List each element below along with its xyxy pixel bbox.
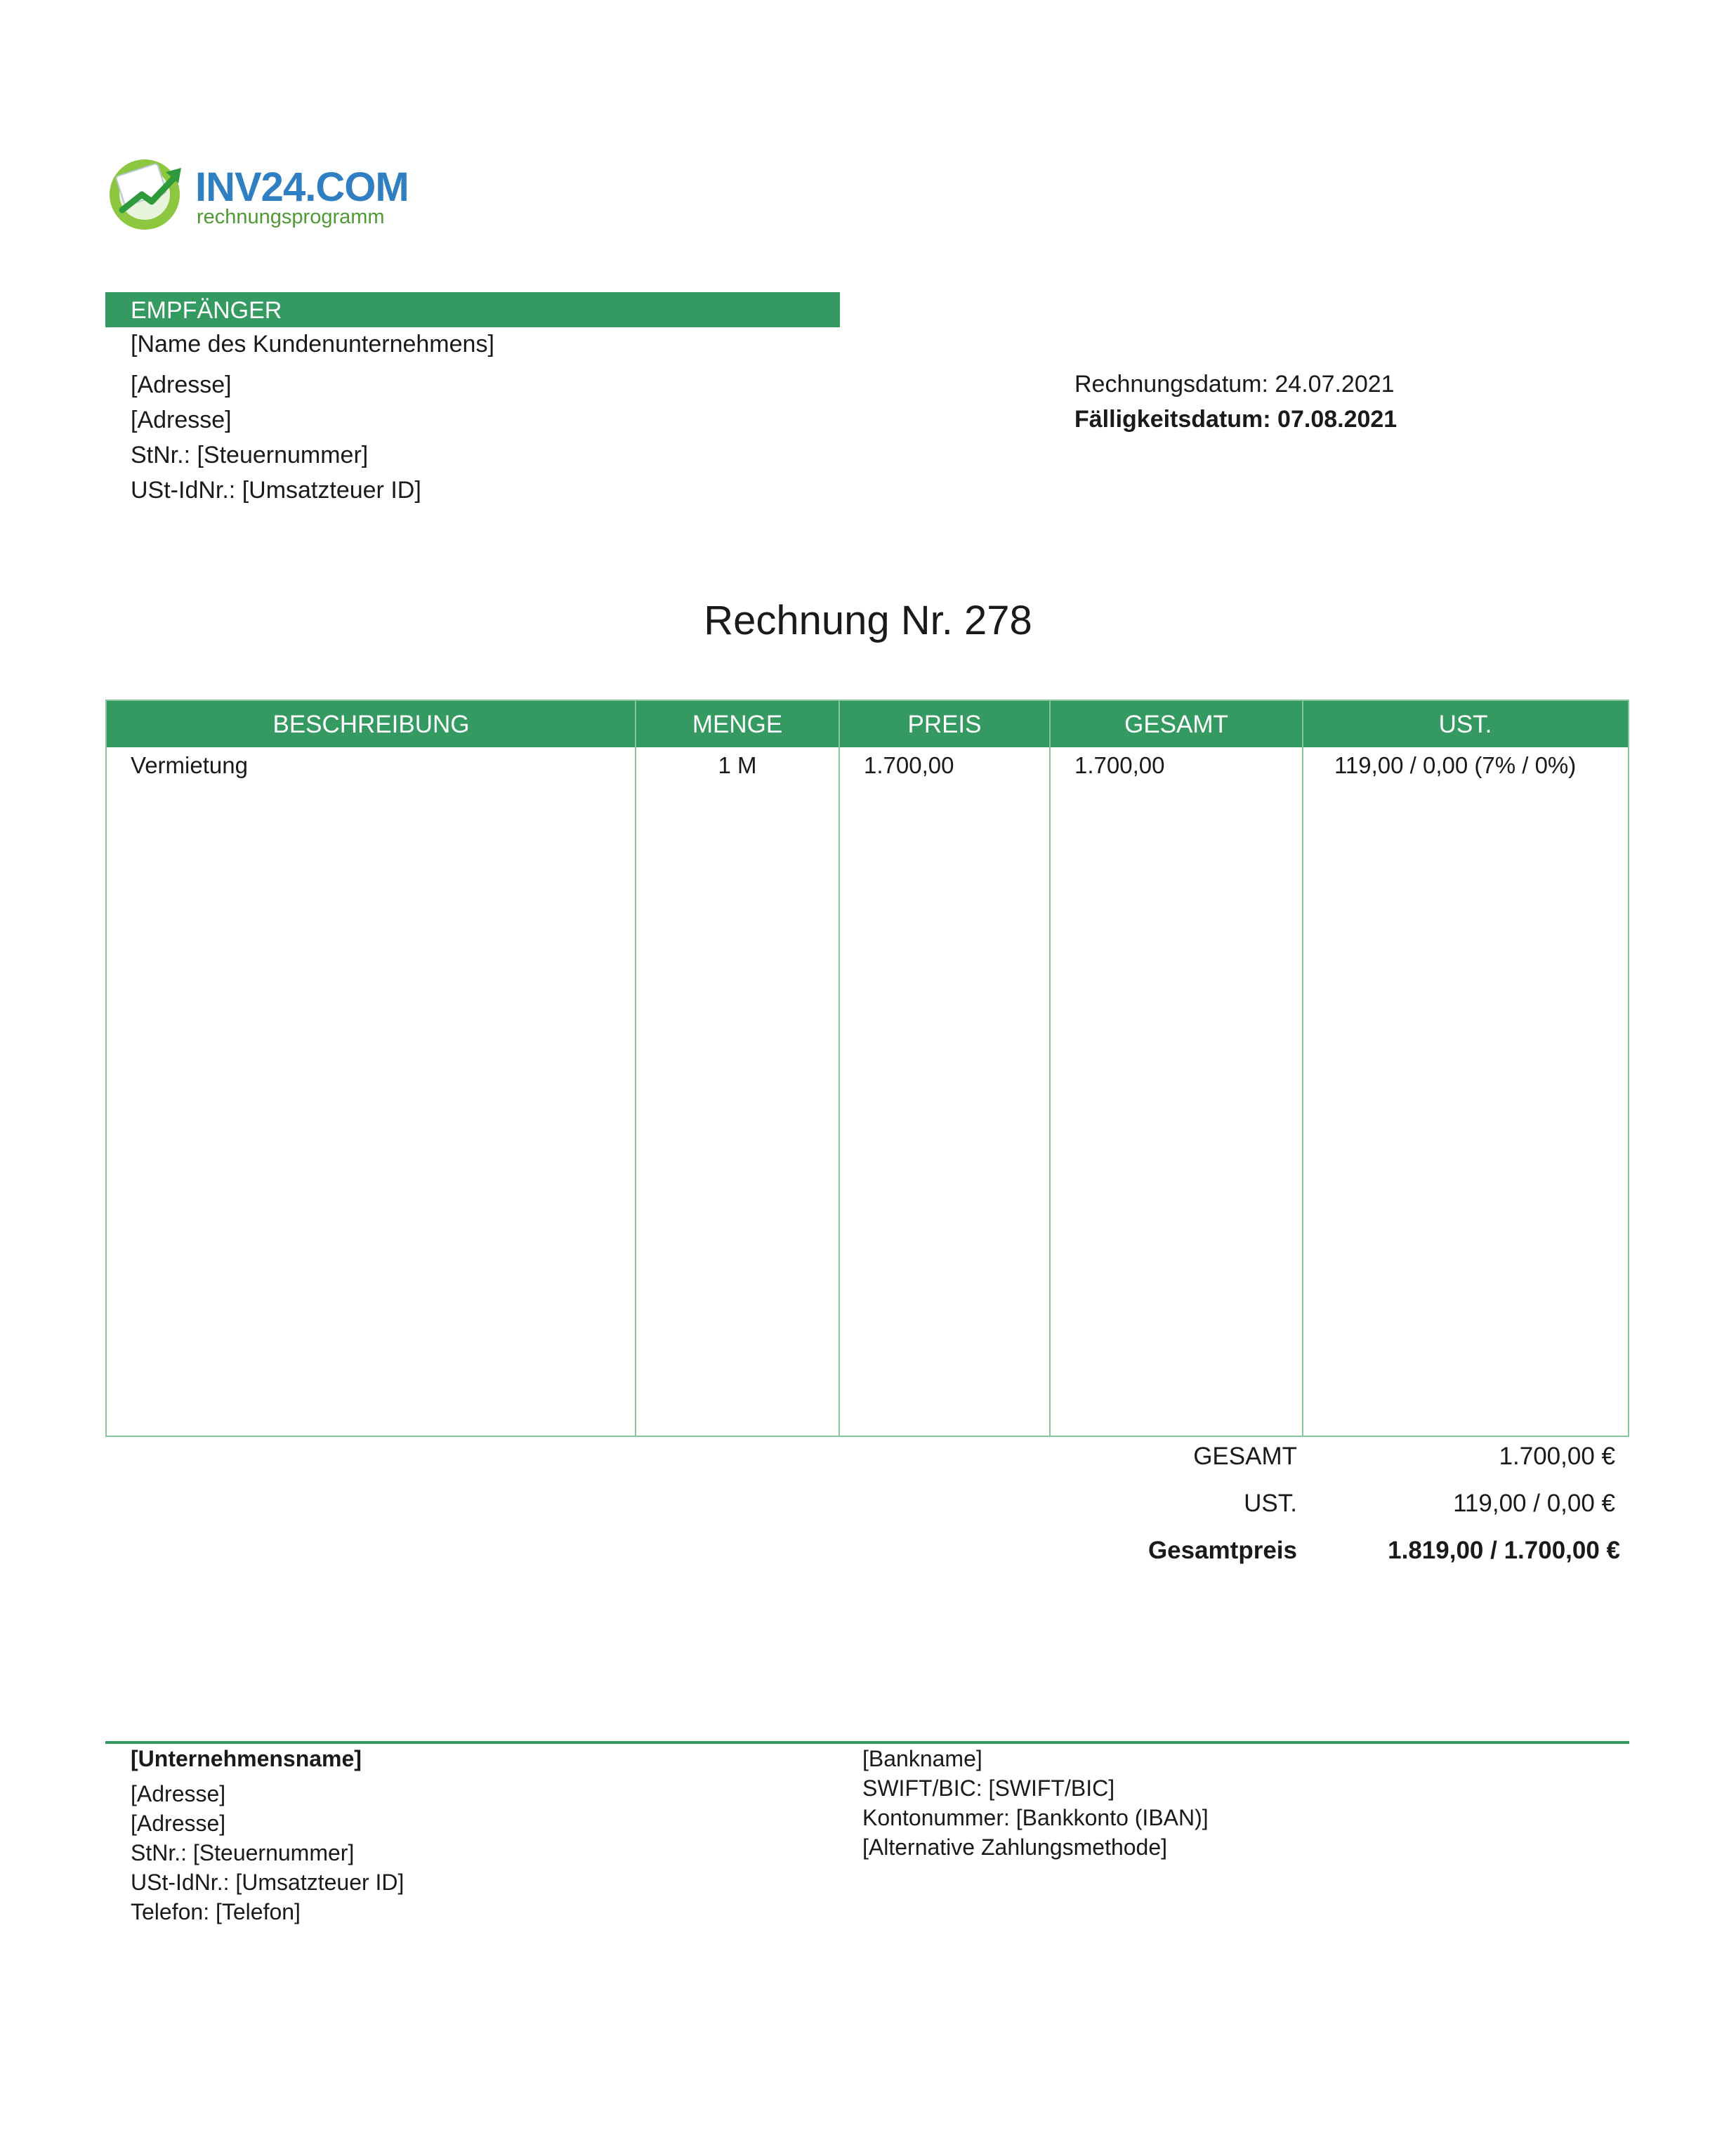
recipient-company: [Name des Kundenunternehmens] bbox=[131, 331, 494, 357]
footer-bank-alternative: [Alternative Zahlungsmethode] bbox=[862, 1834, 1168, 1860]
vat-label: UST. bbox=[1244, 1490, 1297, 1517]
table-header bbox=[107, 701, 1628, 747]
footer-company-phone: Telefon: [Telefon] bbox=[131, 1899, 301, 1924]
logo-tagline: rechnungsprogramm bbox=[197, 206, 385, 228]
row-price: 1.700,00 bbox=[864, 752, 954, 778]
column-header-quantity: MENGE bbox=[692, 711, 783, 738]
recipient-tax-number: StNr.: [Steuernummer] bbox=[131, 442, 369, 468]
column-divider bbox=[1302, 701, 1303, 1436]
subtotal-label: GESAMT bbox=[1193, 1443, 1297, 1470]
items-table bbox=[105, 700, 1629, 1437]
footer-bank-name: [Bankname] bbox=[862, 1746, 982, 1771]
subtotal-value: 1.700,00 € bbox=[1499, 1443, 1615, 1470]
column-divider bbox=[839, 701, 840, 1436]
recipient-heading: EMPFÄNGER bbox=[105, 292, 840, 327]
column-header-description: BESCHREIBUNG bbox=[272, 711, 470, 738]
footer-company-address-2: [Adresse] bbox=[131, 1811, 226, 1836]
footer-company-address-1: [Adresse] bbox=[131, 1781, 226, 1806]
footer-bank-swift: SWIFT/BIC: [SWIFT/BIC] bbox=[862, 1775, 1115, 1801]
grand-total-label: Gesamtpreis bbox=[1148, 1537, 1297, 1564]
footer-company-name: [Unternehmensname] bbox=[131, 1746, 362, 1771]
row-description: Vermietung bbox=[131, 752, 248, 778]
footer-company-tax-number: StNr.: [Steuernummer] bbox=[131, 1840, 355, 1865]
column-divider bbox=[1049, 701, 1051, 1436]
invoice-date: Rechnungsdatum: 24.07.2021 bbox=[1074, 371, 1395, 398]
due-date: Fälligkeitsdatum: 07.08.2021 bbox=[1074, 406, 1398, 433]
footer-company-vat-id: USt-IdNr.: [Umsatzteuer ID] bbox=[131, 1870, 405, 1895]
row-total: 1.700,00 bbox=[1074, 752, 1165, 778]
recipient-address-2: [Adresse] bbox=[131, 407, 232, 433]
row-vat: 119,00 / 0,00 (7% / 0%) bbox=[1334, 752, 1577, 778]
recipient-vat-id: USt-IdNr.: [Umsatzteuer ID] bbox=[131, 477, 421, 504]
column-divider bbox=[635, 701, 636, 1436]
logo-wordmark: INV24.COM bbox=[195, 164, 409, 210]
invoice-dates bbox=[1074, 367, 1397, 437]
logo-icon bbox=[105, 151, 190, 235]
recipient-address-1: [Adresse] bbox=[131, 372, 232, 398]
invoice-title: Rechnung Nr. 278 bbox=[704, 598, 1032, 643]
column-header-price: PREIS bbox=[907, 711, 982, 738]
column-header-total: GESAMT bbox=[1124, 711, 1228, 738]
company-logo bbox=[105, 151, 409, 235]
grand-total-value: 1.819,00 / 1.700,00 € bbox=[1388, 1537, 1620, 1564]
row-quantity: 1 M bbox=[718, 752, 757, 778]
column-header-vat: UST. bbox=[1438, 711, 1492, 738]
footer-bank-account: Kontonummer: [Bankkonto (IBAN)] bbox=[862, 1805, 1209, 1830]
vat-value: 119,00 / 0,00 € bbox=[1453, 1490, 1615, 1517]
